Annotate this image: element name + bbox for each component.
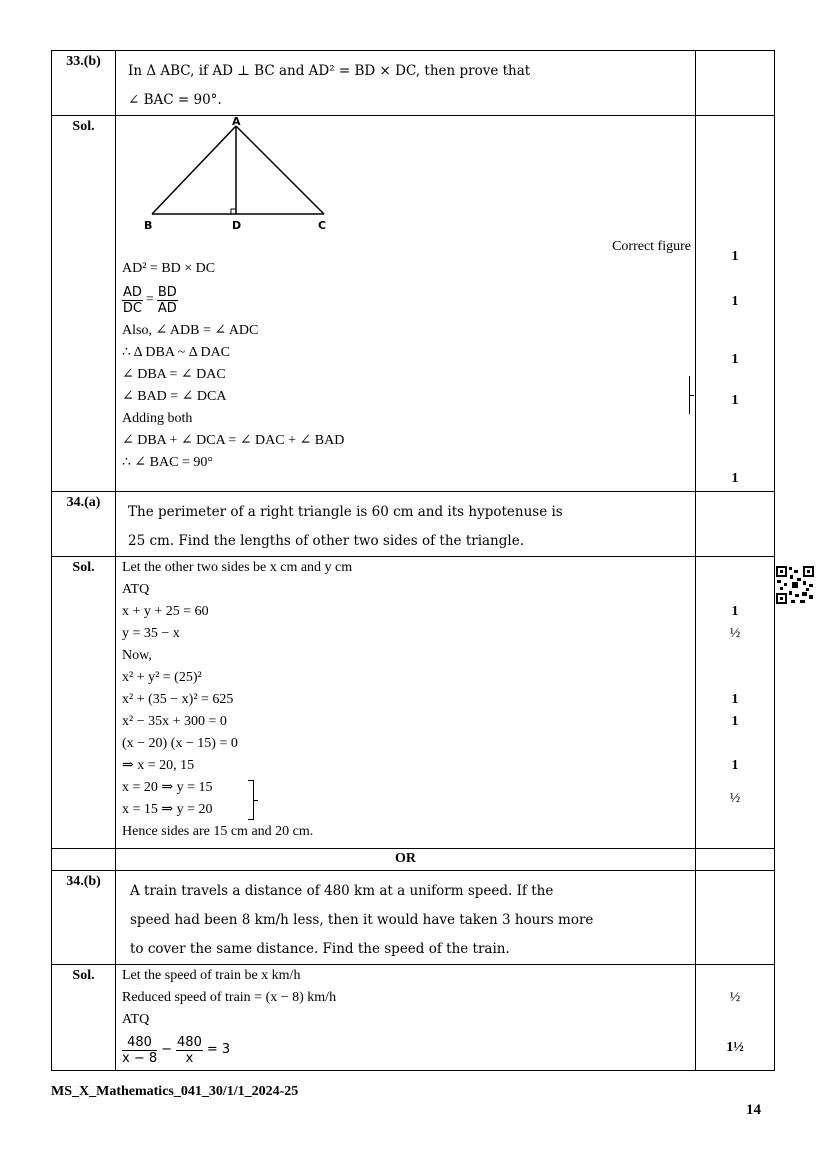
q34b-question-row bbox=[52, 871, 775, 965]
or-label: OR bbox=[116, 849, 696, 871]
page-number: 14 bbox=[746, 1102, 761, 1118]
q34a-question: The perimeter of a right triangle is 60 cm and its hypotenuse is 25 cm. Find the lengths of other two sides of the triangle. bbox=[128, 504, 563, 549]
vertex-a: A bbox=[232, 116, 241, 128]
vertex-c: C bbox=[318, 219, 327, 232]
q34a-solution: Let the other two sides be x cm and y cm ATQ x + y + 25 = 60 y = 35 − x Now, x² + y² = (25)² x² + (35 − x)² = 625 x² − 35x + 300 = 0 (x − 20) (x − 15) = 0 ⇒ x = 20, 15 x = 20 ⇒ y = 15 x = 15 ⇒ y = 20 Hence sides are 15 cm and 20 cm. bbox=[122, 560, 353, 839]
sol-label: Sol. bbox=[52, 557, 116, 849]
correct-figure-note: Correct figure bbox=[612, 239, 691, 254]
sol-label: Sol. bbox=[52, 116, 116, 492]
q34b-solution: Let the speed of train be x km/h Reduced speed of train = (x − 8) km/h ATQ $\frac{480}{x - 8}$ − $\frac{480}{x}$ = 3 bbox=[116, 965, 695, 1069]
right-brace bbox=[684, 376, 690, 414]
q34a-question-row bbox=[52, 492, 775, 557]
q33b-solution: A B D C Correct figure AD² = BD × DC $\frac{AD}{DC}$ = $\frac{BD}{AD}$ Also, ∠ ADB = ∠ ADC ∴ Δ DBA ~ Δ DAC ∠ DBA = ∠ DAC ∠ BAD = ∠ DCA Adding both ∠ DBA + ∠ DCA = ∠ DAC + ∠ BAD ∴ ∠ BAC = 90° bbox=[116, 116, 695, 474]
q34a-label: 34.(a) bbox=[52, 492, 116, 557]
marking-scheme-table bbox=[51, 50, 775, 1071]
q34b-question: A train travels a distance of 480 km at a uniform speed. If the speed had been 8 km/h less, then it would have taken 3 hours more to cover the same distance. Find the speed of the train. bbox=[130, 883, 594, 957]
sol-label: Sol. bbox=[52, 965, 116, 1071]
speed-equation: $\frac{480}{x - 8}$ − $\frac{480}{x}$ = 3 bbox=[122, 1034, 231, 1066]
vertex-b: B bbox=[144, 219, 153, 232]
q34a-marks: 1 ½ 1 1 1 ½ bbox=[696, 557, 775, 849]
side-ac bbox=[236, 126, 324, 214]
triangle-figure bbox=[132, 116, 372, 236]
q34a-solution-row bbox=[52, 557, 775, 849]
q34b-label: 34.(b) bbox=[52, 871, 116, 965]
q34b-solution-row bbox=[52, 965, 775, 1071]
or-row bbox=[52, 849, 775, 871]
qr-code-icon bbox=[775, 565, 815, 605]
q33b-question-row bbox=[52, 51, 775, 116]
document-footer: MS_X_Mathematics_041_30/1/1_2024-25 bbox=[51, 1084, 299, 1099]
side-ab bbox=[152, 126, 236, 214]
right-brace bbox=[248, 780, 254, 820]
q33b-marks: 1 1 1 1 1 bbox=[696, 116, 775, 492]
q33b-solution-row bbox=[52, 116, 775, 492]
q34b-marks: ½ 1½ bbox=[696, 965, 775, 1071]
q33b-question: In Δ ABC, if AD ⊥ BC and AD² = BD × DC, then prove that ∠ BAC = 90°. bbox=[128, 63, 531, 108]
ratio-line: $\frac{AD}{DC}$ = $\frac{BD}{AD}$ bbox=[122, 284, 177, 316]
point-d: D bbox=[232, 219, 242, 232]
q33b-label: 33.(b) bbox=[52, 51, 116, 116]
